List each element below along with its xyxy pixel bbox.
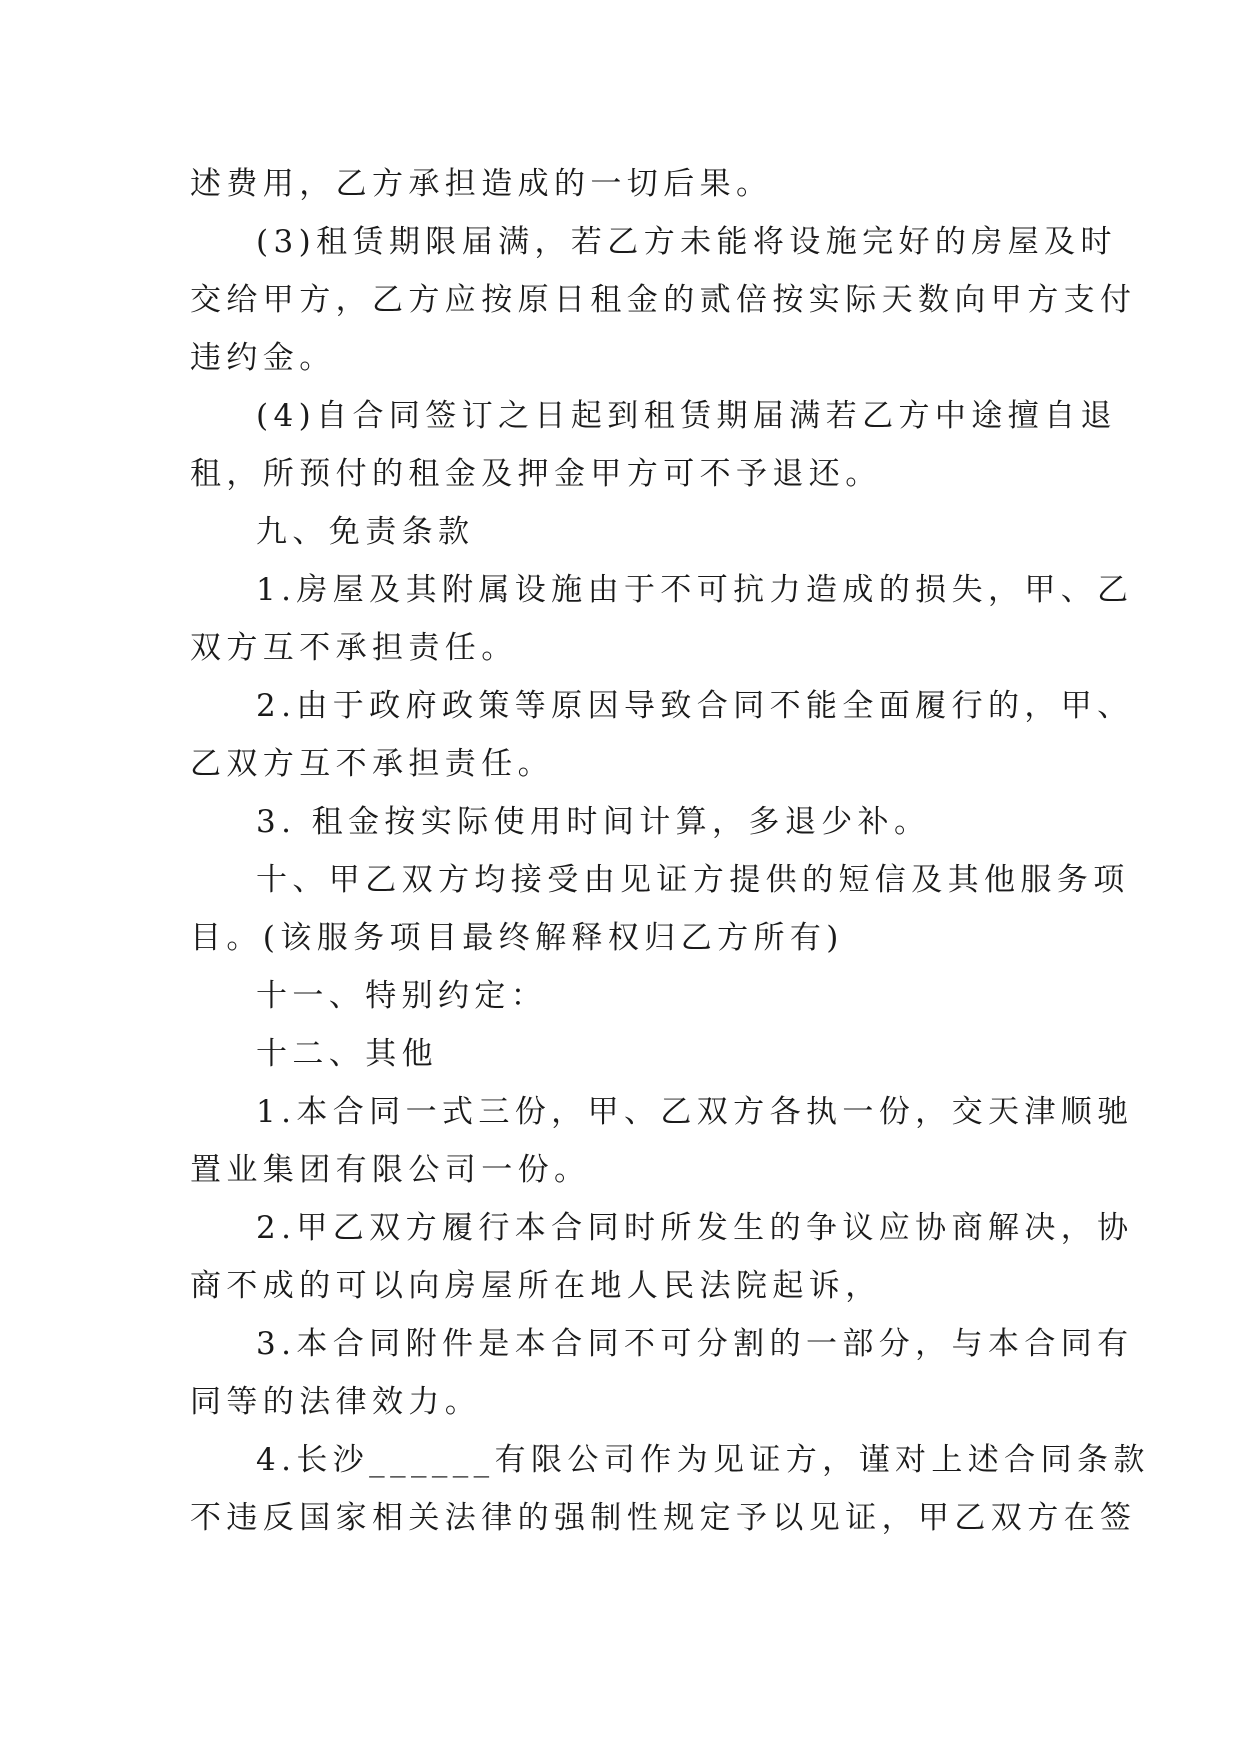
section-heading-9: 九、免责条款	[256, 514, 475, 550]
section-heading-12: 十二、其他	[256, 1036, 438, 1072]
text-line-24: 不违反国家相关法律的强制性规定予以见证，甲乙双方在签	[190, 1500, 1137, 1536]
text-line-8: 1.房屋及其附属设施由于不可抗力造成的损失，甲、乙	[256, 572, 1134, 608]
text-line-3: 交给甲方，乙方应按原日租金的贰倍按实际天数向甲方支付	[190, 282, 1137, 318]
text-line-2: (3)租赁期限届满，若乙方未能将设施完好的房屋及时	[256, 224, 1117, 260]
text-line-21: 3.本合同附件是本合同不可分割的一部分，与本合同有	[256, 1326, 1134, 1362]
text-line-6: 租，所预付的租金及押金甲方可不予退还。	[190, 456, 882, 492]
text-line-18: 置业集团有限公司一份。	[190, 1152, 591, 1188]
text-line-4: 违约金。	[190, 340, 336, 376]
text-line-5: (4)自合同签订之日起到租赁期届满若乙方中途擅自退	[256, 398, 1117, 434]
text-line-14: 目。(该服务项目最终解释权归乙方所有)	[190, 920, 844, 956]
text-line-1: 述费用，乙方承担造成的一切后果。	[190, 166, 773, 202]
section-heading-10: 十、甲乙双方均接受由见证方提供的短信及其他服务项	[256, 862, 1130, 898]
text-line-9: 双方互不承担责任。	[190, 630, 518, 666]
text-line-19: 2.甲乙双方履行本合同时所发生的争议应协商解决，协	[256, 1210, 1134, 1246]
text-line-22: 同等的法律效力。	[190, 1384, 482, 1420]
text-line-17: 1.本合同一式三份，甲、乙双方各执一份，交天津顺驰	[256, 1094, 1134, 1130]
text-line-20: 商不成的可以向房屋所在地人民法院起诉，	[190, 1268, 882, 1304]
section-heading-11: 十一、特别约定：	[256, 978, 548, 1014]
text-line-10: 2.由于政府政策等原因导致合同不能全面履行的，甲、	[256, 688, 1134, 724]
text-line-11: 乙双方互不承担责任。	[190, 746, 554, 782]
text-line-12: 3. 租金按实际使用时间计算，多退少补。	[256, 804, 931, 840]
text-line-23: 4.长沙______有限公司作为见证方，谨对上述合同条款	[256, 1442, 1150, 1478]
